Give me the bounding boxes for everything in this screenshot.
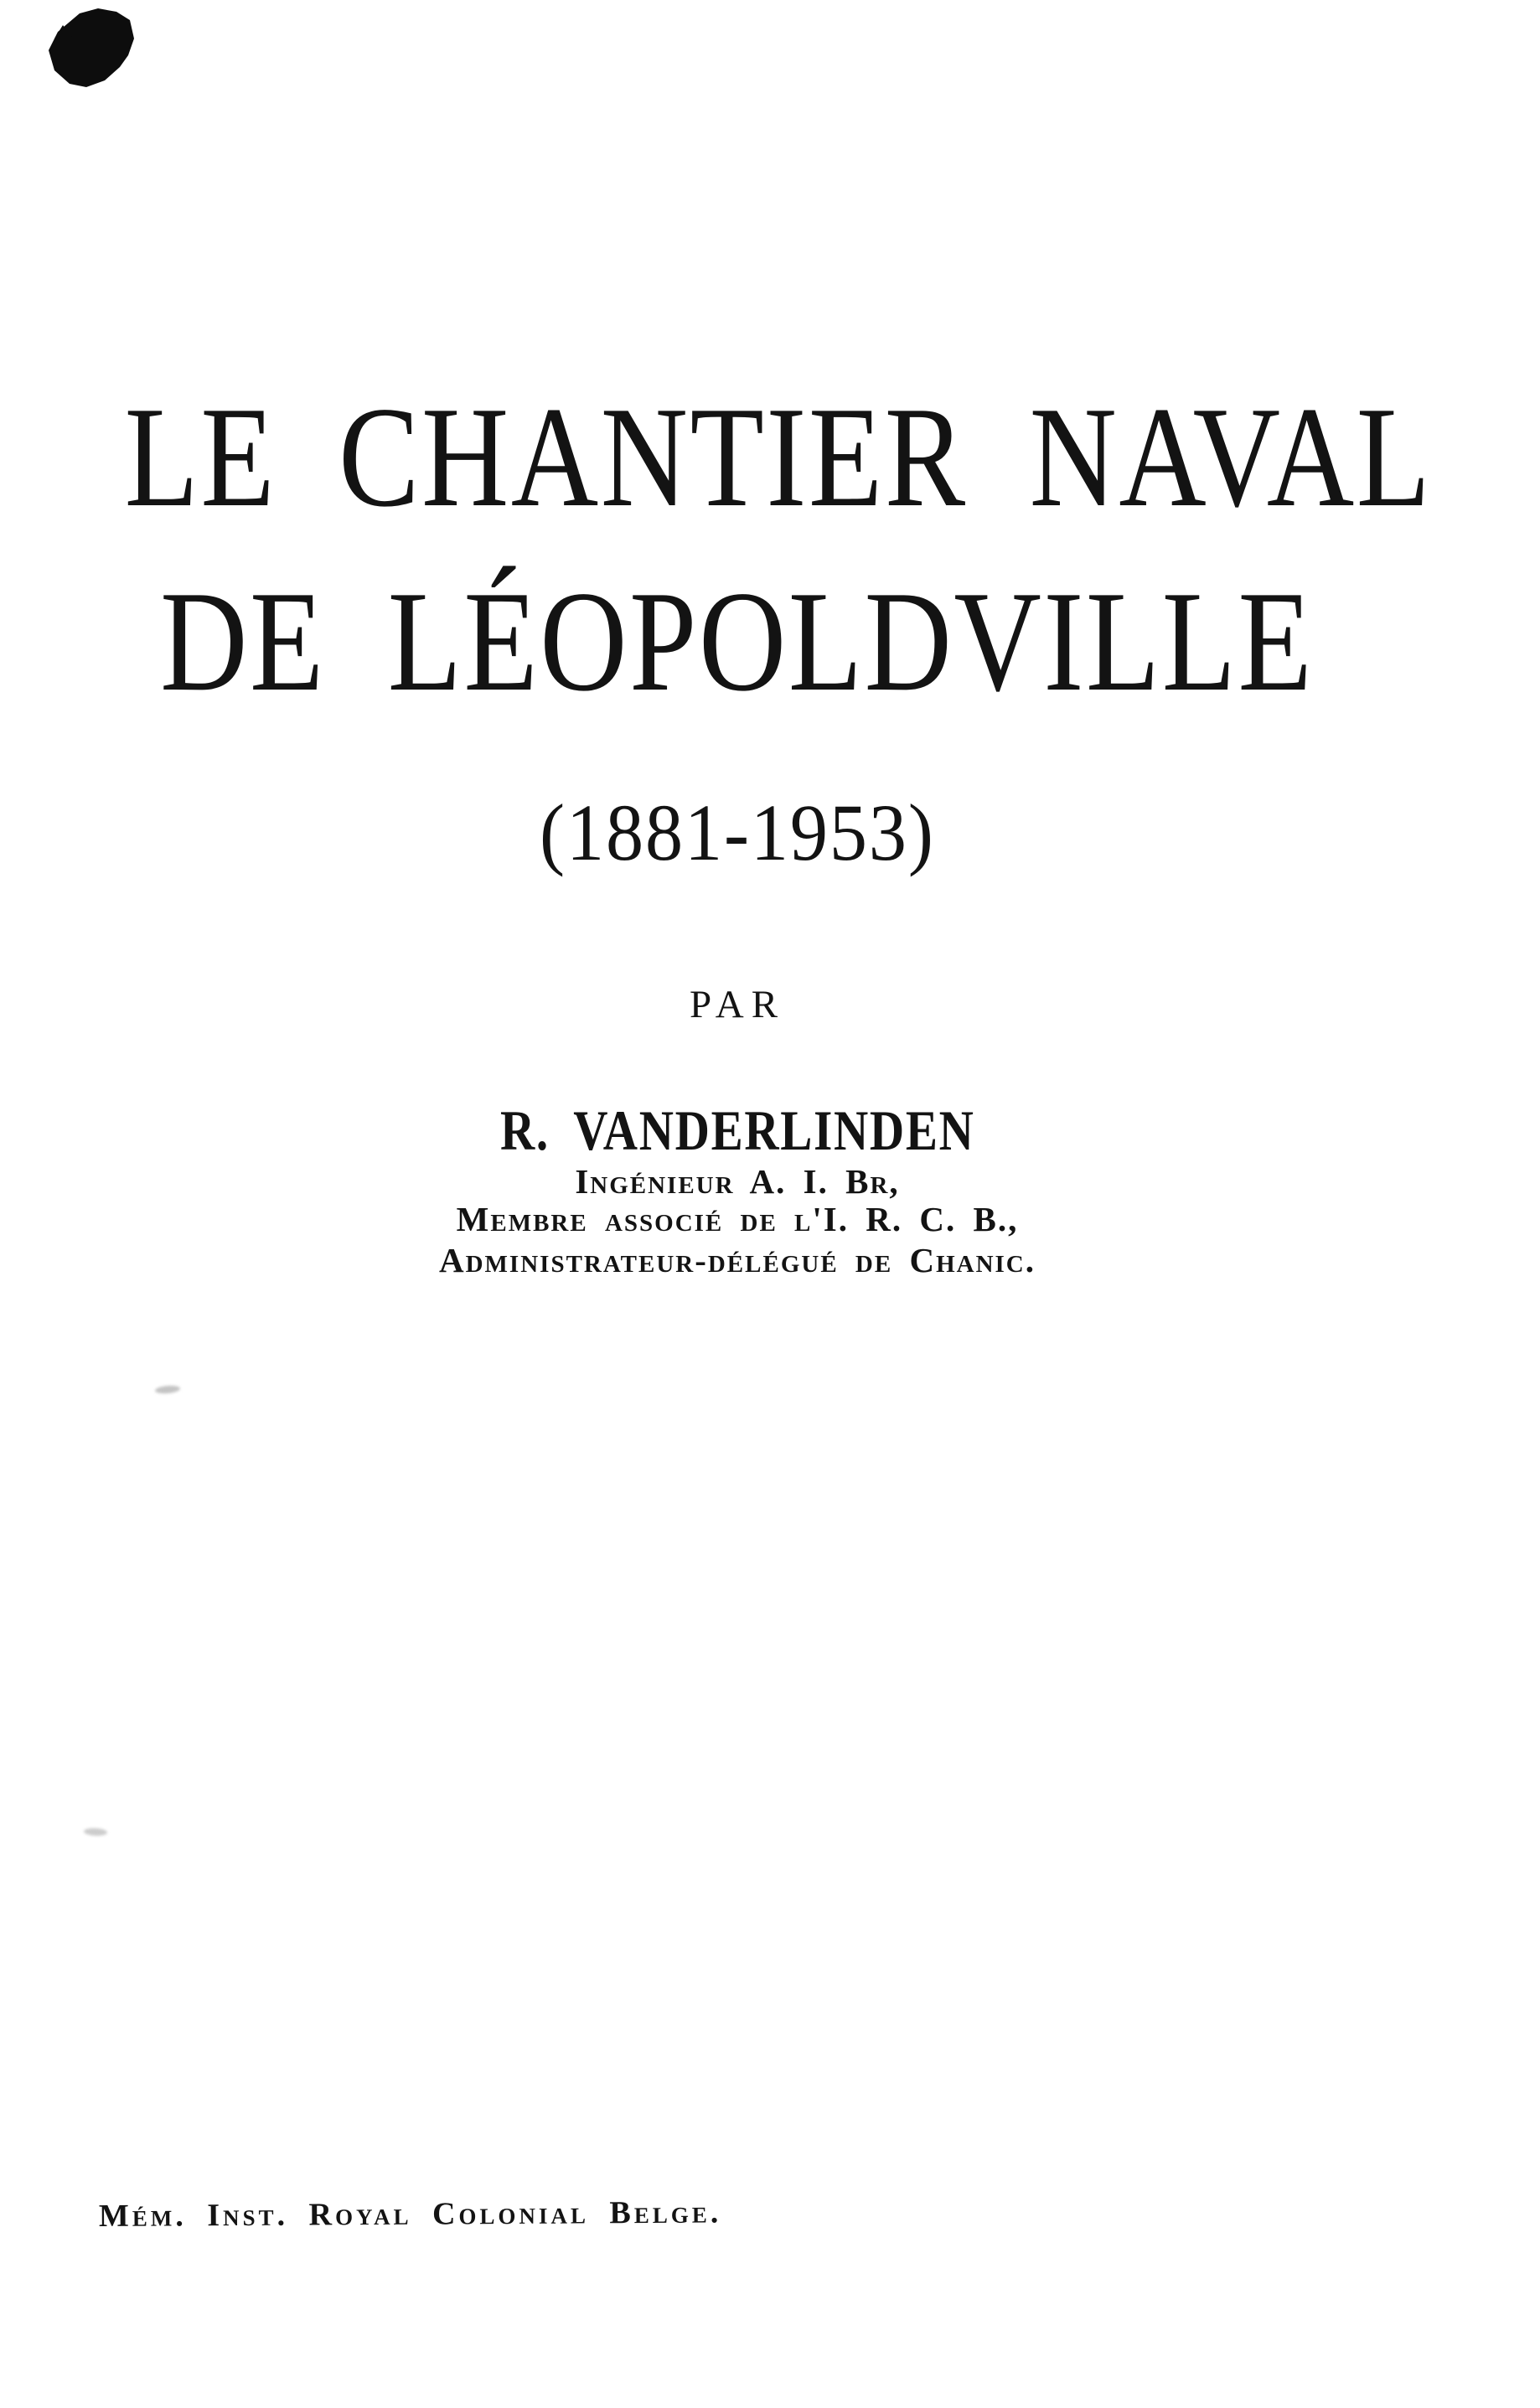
author-credential-2 bbox=[0, 1202, 1475, 1237]
author-credential-3 bbox=[0, 1243, 1475, 1278]
author-name bbox=[0, 1098, 1475, 1162]
smudge-icon bbox=[84, 1827, 107, 1836]
ink-blot-icon bbox=[46, 7, 137, 89]
author-credential-3-text: Administrateur-délégué de Chanic. bbox=[439, 1241, 1036, 1279]
book-title-line-1-text: LE CHANTIER NAVAL bbox=[124, 378, 1433, 537]
book-title-line-2 bbox=[0, 562, 1475, 721]
series-footer-note-text: Mém. Inst. Royal Colonial Belge. bbox=[98, 2194, 722, 2234]
title-date-range-text: (1881-1953) bbox=[540, 788, 935, 877]
byline-par-text: PAR bbox=[689, 983, 786, 1026]
title-date-range bbox=[0, 788, 1475, 877]
book-title-line-2-text: DE LÉOPOLDVILLE bbox=[160, 562, 1315, 721]
author-credential-1 bbox=[0, 1162, 1475, 1201]
author-credential-2-text: Membre associé de l'I. R. C. B., bbox=[456, 1200, 1019, 1238]
book-title-line-1 bbox=[0, 378, 1475, 537]
author-credential-1-text: Ingénieur A. I. Br, bbox=[575, 1162, 900, 1201]
series-footer-note bbox=[99, 2196, 722, 2232]
byline-par-label bbox=[0, 985, 1475, 1025]
smudge-icon bbox=[155, 1385, 181, 1395]
author-name-text: R. VANDERLINDEN bbox=[499, 1098, 975, 1162]
